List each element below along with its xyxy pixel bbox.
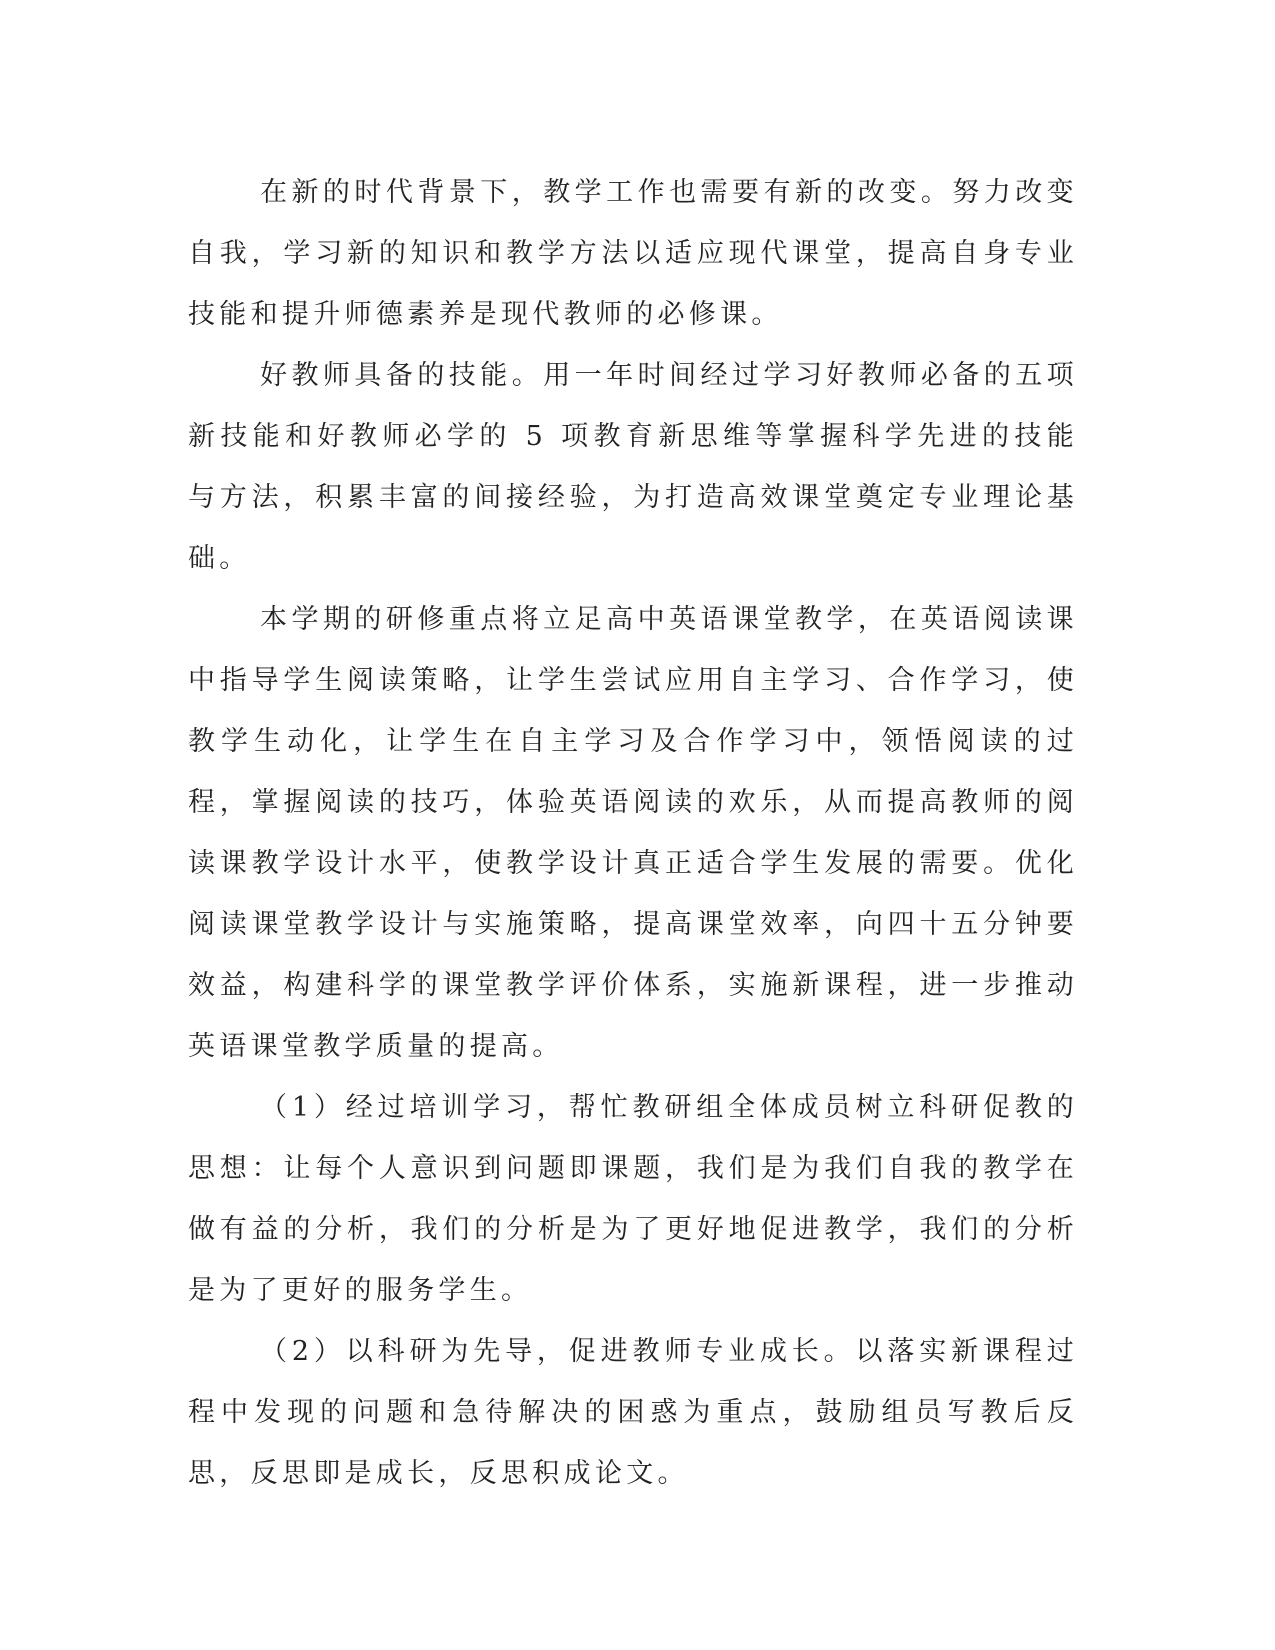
paragraph-1: 在新的时代背景下，教学工作也需要有新的改变。努力改变自我，学习新的知识和教学方法以适应现代课堂，提高自身专业技能和提升师德素养是现代教师的必修课。 (188, 177, 1078, 330)
paragraph-2: 好教师具备的技能。用一年时间经过学习好教师必备的五项新技能和好教师必学的 5 项教育新思维等掌握科学先进的技能与方法，积累丰富的间接经验，为打造高效课堂奠定专业理论基础。 (188, 360, 1078, 574)
paragraph-4: （1）经过培训学习，帮忙教研组全体成员树立科研促教的思想：让每个人意识到问题即课题，我们是为我们自我的教学在做有益的分析，我们的分析是为了更好地促进教学，我们的分析是为了更好的服务学生。 (188, 1092, 1078, 1306)
paragraph-3: 本学期的研修重点将立足高中英语课堂教学，在英语阅读课中指导学生阅读策略，让学生尝试应用自主学习、合作学习，使教学生动化，让学生在自主学习及合作学习中，领悟阅读的过程，掌握阅读的技巧，体验英语阅读的欢乐，从而提高教师的阅读课教学设计水平，使教学设计真正适合学生发展的需要。优化阅读课堂教学设计与实施策略，提高课堂效率，向四十五分钟要效益，构建科学的课堂教学评价体系，实施新课程，进一步推动英语课堂教学质量的提高。 (188, 604, 1078, 1062)
paragraph-5: （2）以科研为先导，促进教师专业成长。以落实新课程过程中发现的问题和急待解决的困惑为重点，鼓励组员写教后反思，反思即是成长，反思积成论文。 (188, 1336, 1078, 1489)
document-body (188, 162, 1078, 1504)
